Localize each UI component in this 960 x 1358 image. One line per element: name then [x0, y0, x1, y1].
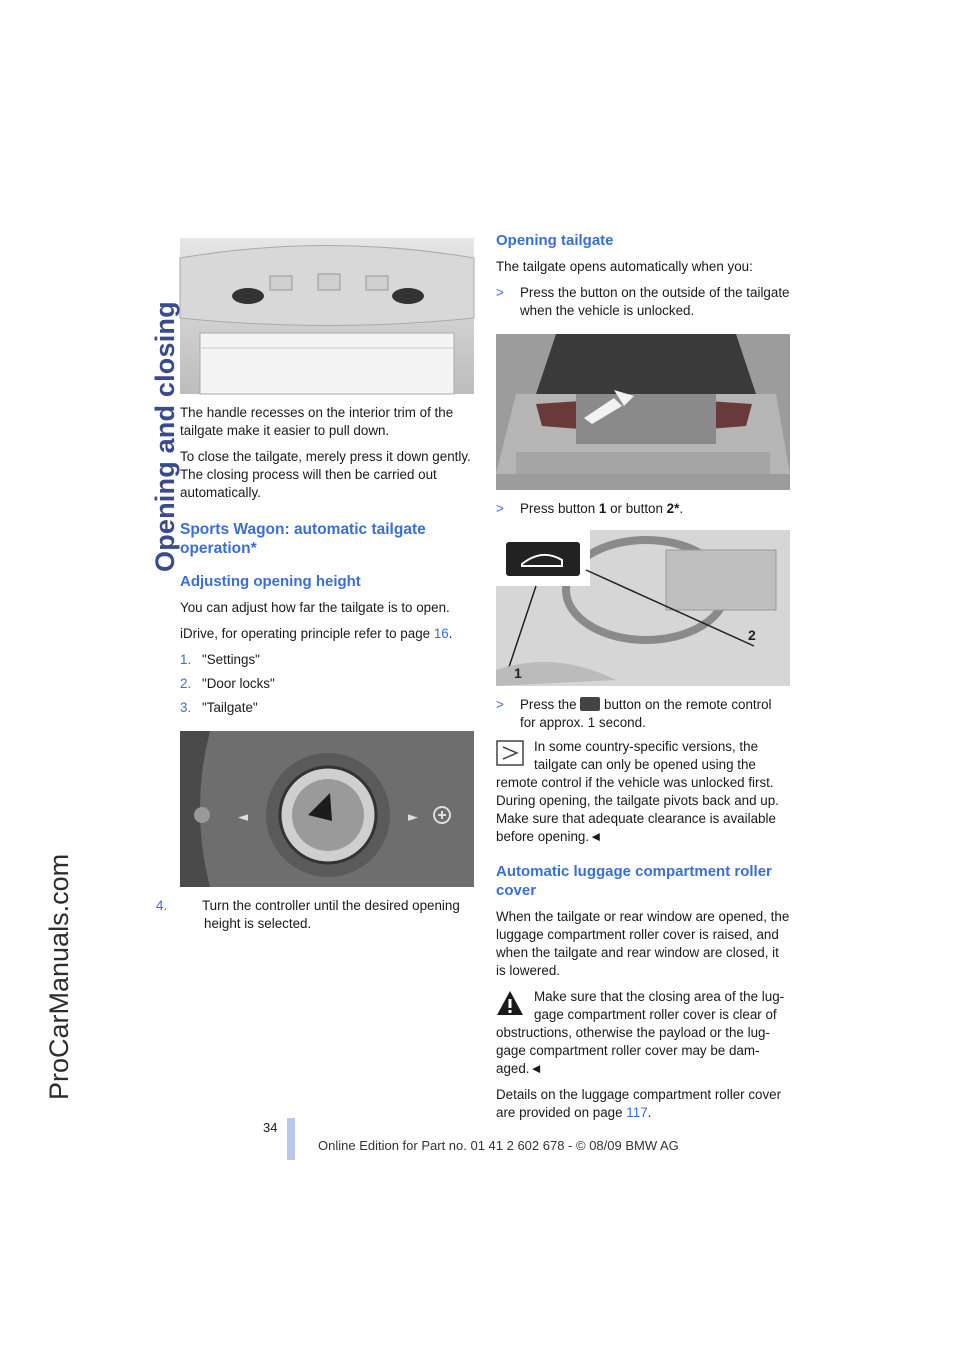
figure-tailgate-interior: [180, 238, 474, 394]
end-marker: ◄: [529, 1061, 543, 1076]
button-ref-1: 1: [598, 501, 607, 516]
cockpit-image: [496, 530, 790, 686]
note-arrow-icon: [496, 740, 524, 766]
warning-block: [496, 988, 790, 1078]
paragraph: To close the tailgate, merely press it down gently. The closing process will then be carried out automatically.: [180, 449, 471, 500]
footer-edition: Online Edition for Part no. 01 41 2 602 678 - © 08/09 BMW AG: [318, 1138, 679, 1153]
warning-text: Make sure that the closing area of the luggage compartment roller cover is clear of obstructions, otherwise the payload or the luggage compartment roller cover may be damaged.: [496, 989, 785, 1076]
paragraph: [180, 625, 474, 643]
button-ref-2: 2*: [666, 501, 680, 516]
watermark: [0, 560, 74, 1120]
paragraph: When the tailgate or rear window are opened, the luggage compartment roller cover is raised, and when the tailgate and rear window are closed, it is lowered.: [496, 909, 790, 978]
page-number: 34: [263, 1120, 278, 1135]
step-text: Turn the controller until the desired opening height is selected.: [202, 898, 460, 931]
bullet-marker-icon: >: [496, 501, 504, 516]
heading-sports-wagon: Sports Wagon: automatic tailgate operation*: [180, 521, 426, 557]
text: button on the remote control for approx. 1 second.: [520, 697, 772, 730]
callout-1: 1: [514, 665, 522, 681]
text: or button: [606, 501, 667, 516]
bullet-marker-icon: >: [496, 285, 504, 300]
list-item-step-4: [156, 897, 474, 933]
watermark-text: ProCarManuals.com: [44, 853, 74, 1100]
text: .: [679, 501, 684, 516]
note-block: [496, 738, 790, 846]
text: Details on the luggage compartment roller cover are provided on page: [496, 1087, 782, 1120]
paragraph: [496, 1086, 790, 1122]
bullet-marker-icon: >: [496, 697, 504, 712]
controller-image: [180, 731, 474, 887]
callout-2: 2: [748, 627, 756, 643]
text: iDrive, for operating principle refer to page: [180, 626, 434, 641]
list-item: [180, 675, 474, 693]
heading-roller-cover: Automatic luggage compartment roller cover: [496, 863, 772, 899]
paragraph: You can adjust how far the tailgate is to open.: [180, 600, 450, 615]
text: Press button: [520, 501, 599, 516]
step-text: "Door locks": [202, 676, 275, 691]
warning-triangle-icon: [496, 990, 524, 1016]
bullet-item: [496, 500, 790, 518]
footer-bar: [287, 1118, 295, 1160]
text: .: [647, 1105, 652, 1120]
right-column: [496, 231, 790, 1130]
list-item: [180, 651, 474, 669]
section-title-vertical: [98, 32, 180, 572]
list-item: [180, 699, 474, 717]
step-text: "Settings": [202, 652, 260, 667]
note-text: In some country-specific versions, the tailgate can only be opened using the remote control if the vehicle was unlocked first. During opening, the tailgate pivots back and up. Make sure that adequate clearance is available before opening.: [496, 739, 779, 844]
heading-adjusting-height: Adjusting opening height: [180, 573, 361, 590]
paragraph: The handle recesses on the interior trim of the tailgate make it easier to pull down.: [180, 405, 454, 438]
text: .: [448, 626, 453, 641]
step-text: "Tailgate": [202, 700, 258, 715]
tailgate-exterior-image: [496, 334, 790, 490]
page-link-117[interactable]: 117: [626, 1105, 648, 1120]
end-marker: ◄: [589, 829, 603, 844]
bullet-item: [496, 696, 790, 732]
step-number: 1.: [180, 652, 192, 667]
page-link-16[interactable]: 16: [433, 626, 449, 641]
step-number: 3.: [180, 700, 192, 715]
step-number: 4.: [156, 898, 168, 913]
figure-controller: [180, 731, 474, 887]
remote-tailgate-icon: [580, 697, 600, 711]
heading-opening-tailgate: Opening tailgate: [496, 232, 614, 249]
paragraph: The tailgate opens automatically when you:: [496, 259, 753, 274]
svg-text:►: ►: [408, 810, 418, 825]
tailgate-interior-image: [180, 238, 474, 394]
figure-tailgate-exterior: [496, 334, 790, 490]
step-number: 2.: [180, 676, 192, 691]
bullet-text: Press the button on the outside of the tailgate when the vehicle is unlocked.: [520, 285, 790, 318]
figure-cockpit-buttons: [496, 530, 790, 686]
text: Press the: [520, 697, 581, 712]
svg-text:◄: ◄: [238, 810, 248, 825]
bullet-item: [496, 284, 790, 320]
section-title-text: Opening and closing: [150, 301, 180, 572]
